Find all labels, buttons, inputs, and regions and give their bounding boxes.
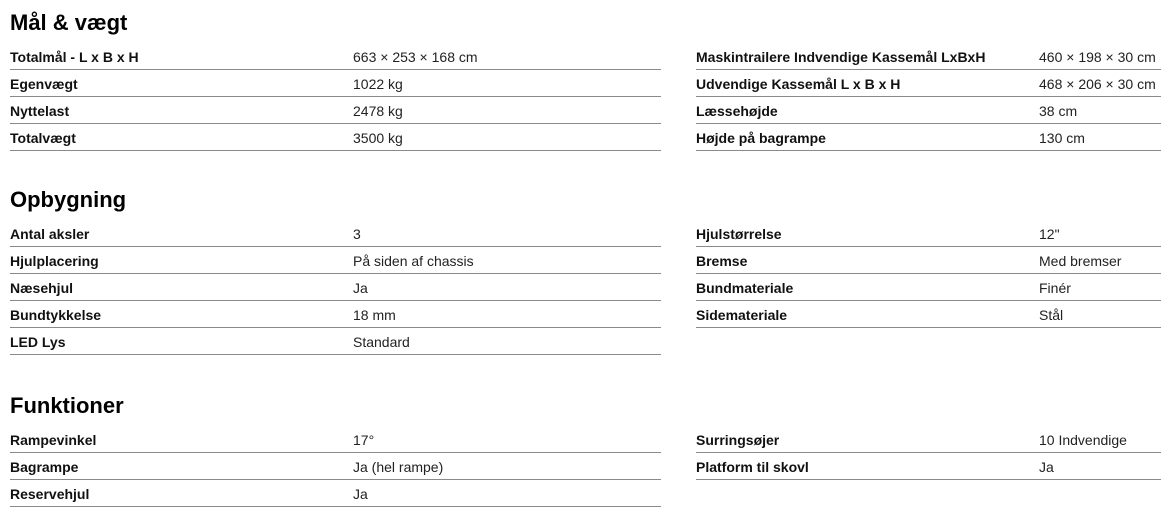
spec-label: Højde på bagrampe [696,130,826,146]
spec-row [10,453,661,480]
spec-value: På siden af chassis [353,253,474,269]
spec-row [10,480,661,507]
spec-label: Surringsøjer [696,432,780,448]
spec-row [696,220,1161,247]
spec-label: Rampevinkel [10,432,97,448]
spec-label: Totalmål - L x B x H [10,49,139,65]
spec-value: 1022 kg [353,76,403,92]
spec-value: Standard [353,334,410,350]
spec-value: 2478 kg [353,103,403,119]
spec-label: Antal aksler [10,226,90,242]
spec-column-left [10,426,661,507]
section-title: Opbygning [10,187,127,212]
spec-row [10,97,661,124]
spec-value: Med bremser [1039,253,1122,269]
spec-value: Stål [1039,307,1064,323]
spec-value: 17° [353,432,375,448]
spec-value: Finér [1039,280,1071,296]
section-title: Funktioner [10,393,124,418]
spec-label: Næsehjul [10,280,74,296]
spec-label: Hjulplacering [10,253,99,269]
spec-value: 3 [353,226,361,242]
section-title: Mål & vægt [10,10,128,35]
spec-row [696,274,1161,301]
spec-row [10,274,661,301]
spec-value: 12" [1039,226,1060,242]
spec-value: 3500 kg [353,130,403,146]
spec-label: Maskintrailere Indvendige Kassemål LxBxH [696,49,986,65]
spec-row [696,97,1161,124]
spec-column-right [696,220,1161,328]
spec-label: Sidemateriale [696,307,788,323]
spec-value: 130 cm [1039,130,1085,146]
spec-value: 460 × 198 × 30 cm [1039,49,1156,65]
spec-row [10,70,661,97]
spec-column-left [10,43,661,151]
spec-row [10,328,661,355]
spec-label: Bagrampe [10,459,79,475]
spec-row [10,124,661,151]
spec-row [696,247,1161,274]
spec-value: Ja (hel rampe) [353,459,444,475]
spec-label: Bundtykkelse [10,307,102,323]
spec-row [696,124,1161,151]
spec-column-left [10,220,661,355]
spec-column-right [696,43,1161,151]
spec-row [696,453,1161,480]
spec-label: Reservehjul [10,486,90,502]
spec-label: Bremse [696,253,748,269]
spec-value: 663 × 253 × 168 cm [353,49,478,65]
spec-value: 10 Indvendige [1039,432,1127,448]
spec-label: Egenvægt [10,76,78,92]
spec-value: Ja [353,280,368,296]
spec-label: Platform til skovl [696,459,809,475]
spec-row [696,70,1161,97]
spec-label: LED Lys [10,334,66,350]
spec-value: Ja [353,486,368,502]
spec-row [10,301,661,328]
spec-value: 18 mm [353,307,396,323]
spec-label: Hjulstørrelse [696,226,782,242]
spec-label: Nyttelast [10,103,70,119]
spec-row [696,43,1161,70]
spec-value: 38 cm [1039,103,1078,119]
spec-value: Ja [1039,459,1054,475]
spec-label: Totalvægt [10,130,76,146]
spec-row [10,247,661,274]
spec-label: Udvendige Kassemål L x B x H [696,76,901,92]
spec-label: Læssehøjde [696,103,778,119]
spec-row [10,220,661,247]
spec-label: Bundmateriale [696,280,794,296]
spec-column-right [696,426,1161,480]
spec-row [696,426,1161,453]
spec-row [696,301,1161,328]
spec-row [10,426,661,453]
spec-row [10,43,661,70]
spec-value: 468 × 206 × 30 cm [1039,76,1156,92]
